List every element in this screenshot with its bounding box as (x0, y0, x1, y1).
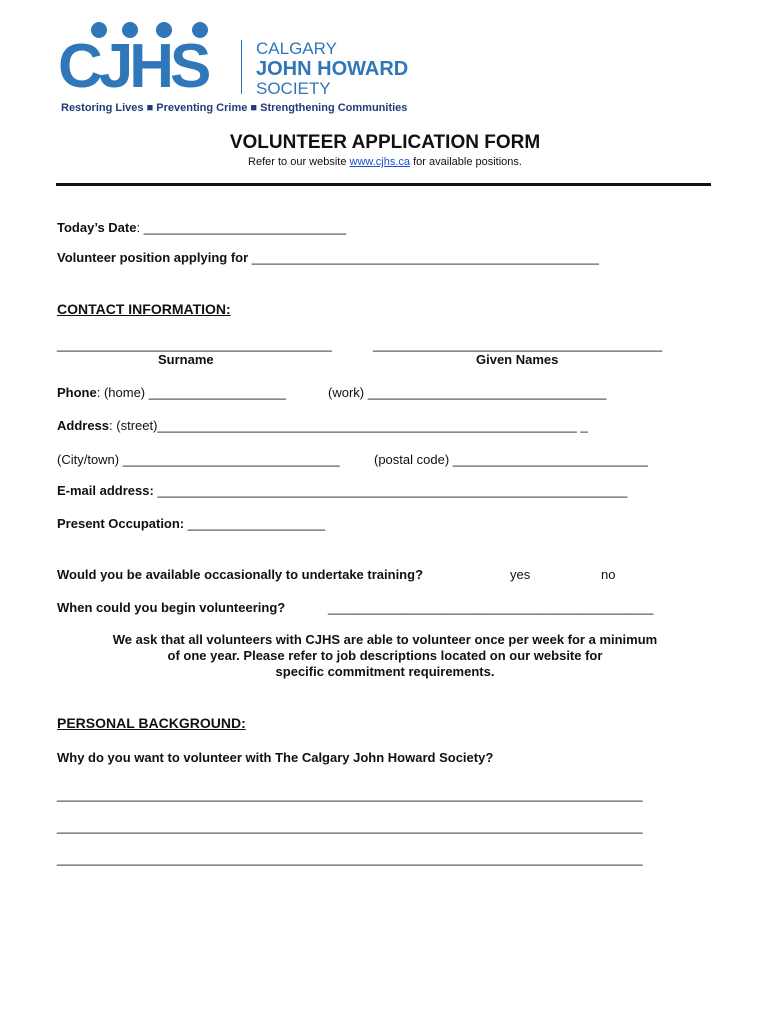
answer-line[interactable]: _________________________________________________________________________________ (57, 819, 643, 834)
postal-code-field[interactable]: (postal code) ___________________________ (374, 452, 648, 467)
page-subtitle: Refer to our website www.cjhs.ca for available positions. (248, 156, 522, 168)
position-field[interactable]: Volunteer position applying for ________________________________________________ (57, 250, 599, 265)
notice-line-2: of one year. Please refer to job descriptions located on our website for (167, 648, 603, 663)
answer-line[interactable]: _________________________________________________________________________________ (57, 851, 643, 866)
background-question: Why do you want to volunteer with The Calgary John Howard Society? (57, 750, 494, 765)
given-names-label: Given Names (476, 352, 559, 367)
city-field[interactable]: (City/town) ______________________________ (57, 452, 340, 467)
logo-divider (241, 40, 242, 94)
surname-field[interactable]: ______________________________________ (57, 337, 332, 352)
training-no-option[interactable]: no (601, 567, 616, 582)
logo-acronym: CJHS (58, 32, 208, 101)
notice-line-1: We ask that all volunteers with CJHS are able to volunteer once per week for a minimum (112, 632, 658, 647)
page-title: VOLUNTEER APPLICATION FORM (229, 132, 541, 153)
email-field[interactable]: E-mail address: _________________________________________________________________ (57, 483, 628, 498)
begin-date-field[interactable]: _____________________________________________ (328, 600, 654, 615)
contact-heading: CONTACT INFORMATION: (57, 301, 231, 317)
occupation-field[interactable]: Present Occupation: ___________________ (57, 516, 326, 531)
phone-home-field[interactable]: Phone: (home) ___________________ (57, 385, 287, 400)
logo-tagline: Restoring Lives ■ Preventing Crime ■ Strengthening Communities (61, 102, 408, 114)
training-yes-option[interactable]: yes (510, 567, 531, 582)
logo-name-line-1: CALGARY (256, 39, 337, 58)
commitment-notice (0, 632, 770, 680)
answer-line[interactable]: _________________________________________________________________________________ (57, 787, 643, 802)
begin-question: When could you begin volunteering? (57, 600, 286, 615)
logo-name-line-3: SOCIETY (256, 79, 331, 98)
org-logo (58, 22, 438, 117)
title-divider (56, 183, 711, 186)
background-heading: PERSONAL BACKGROUND: (57, 715, 246, 731)
notice-line-3: specific commitment requirements. (275, 664, 495, 679)
training-question: Would you be available occasionally to undertake training? (57, 567, 424, 582)
address-street-field[interactable]: Address: (street)__________________________________________________________ _ (57, 418, 588, 433)
todays-date-field[interactable]: Today’s Date: ____________________________ (57, 220, 347, 235)
surname-label: Surname (158, 352, 214, 367)
phone-work-field[interactable]: (work) _________________________________ (328, 385, 607, 400)
given-names-field[interactable]: ________________________________________ (373, 337, 663, 352)
logo-name-line-2: JOHN HOWARD (256, 58, 409, 80)
website-link[interactable]: www.cjhs.ca (349, 156, 411, 168)
